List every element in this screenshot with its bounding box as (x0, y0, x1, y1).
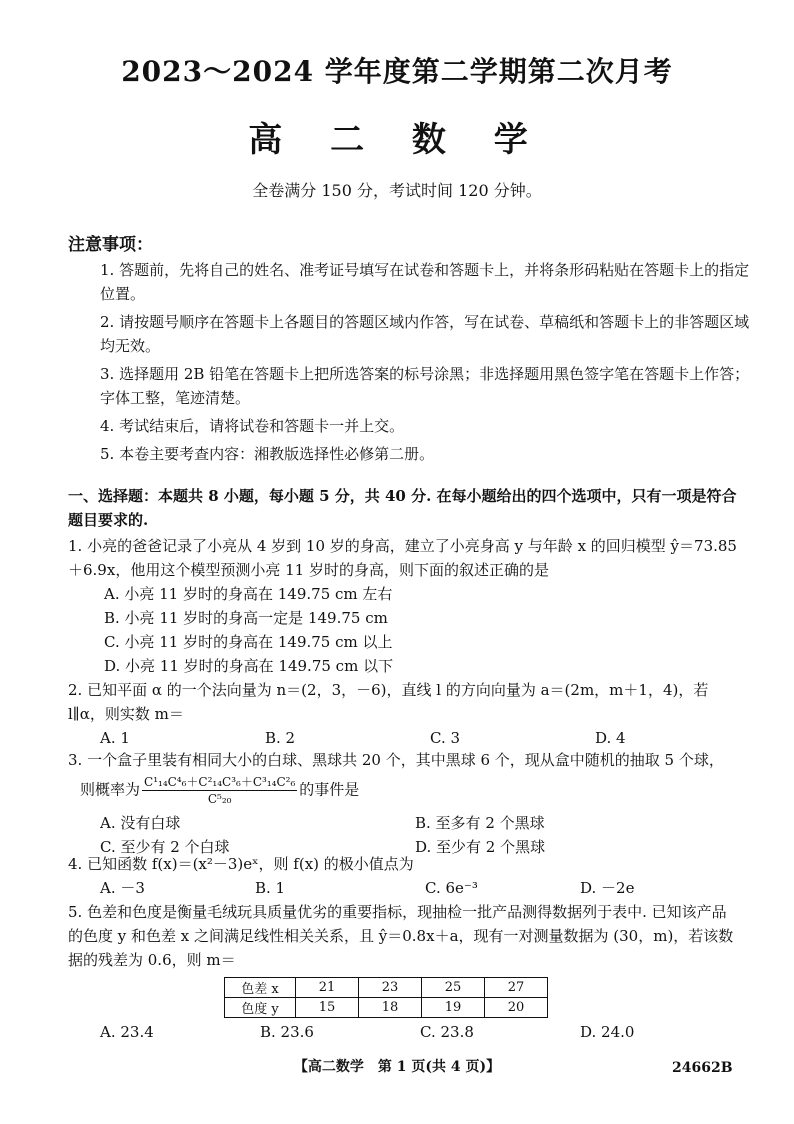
option-c: C. 6e⁻³ (425, 879, 478, 897)
option-c: C. 23.8 (420, 1023, 474, 1041)
table-cell: 18 (359, 998, 422, 1018)
table-header-cell: 色差 x (225, 978, 296, 998)
page-footer: 【高二数学 第 1 页(共 4 页)】 (293, 1059, 501, 1075)
question-stem: 2. 已知平面 α 的一个法向量为 n＝(2，3，－6)，直线 l 的方向向量为 a＝(2m，m＋1，4)，若 l∥α，则实数 m＝ (68, 681, 709, 723)
option-d: D. －2e (580, 879, 635, 897)
note-item: 3. 选择题用 2B 铅笔在答题卡上把所选答案的标号涂黑；非选择题用黑色签字笔在答题卡上作答；字体工整，笔迹清楚。 (100, 365, 750, 407)
table-cell: 20 (485, 998, 548, 1018)
question-1 (68, 534, 738, 678)
note-item: 4. 考试结束后，请将试卷和答题卡一并上交。 (100, 417, 405, 435)
table-cell: 27 (485, 978, 548, 998)
question-text: 则概率为 (80, 780, 141, 799)
question-5-options (68, 1020, 738, 1044)
option-d: D. 至少有 2 个黑球 (415, 838, 546, 856)
option-b: B. 2 (265, 729, 296, 747)
probability-fraction (142, 774, 297, 807)
note-item: 1. 答题前，先将自己的姓名、准考证号填写在试卷和答题卡上，并将条形码粘贴在答题卡上的指定位置。 (100, 261, 750, 303)
fraction-denominator: C⁵₂₀ (207, 792, 232, 806)
table-cell: 21 (296, 978, 359, 998)
question-stem: 4. 已知函数 f(x)＝(x²－3)eˣ，则 f(x) 的极小值点为 (68, 855, 414, 873)
question-4 (68, 852, 738, 900)
table-cell: 25 (422, 978, 485, 998)
exam-subtitle: 全卷满分 150 分，考试时间 120 分钟。 (252, 181, 542, 200)
section-heading: 一、选择题：本题共 8 小题，每小题 5 分，共 40 分. 在每小题给出的四个选项中，只有一项是符合题目要求的. (68, 487, 737, 529)
question-3 (68, 748, 738, 859)
data-table (224, 977, 548, 1018)
question-stem: 3. 一个盒子里装有相同大小的白球、黑球共 20 个，其中黑球 6 个，现从盒中随机的抽取 5 个球， (68, 751, 724, 769)
option-b: B. 23.6 (260, 1023, 314, 1041)
note-item: 5. 本卷主要考查内容：湘教版选择性必修第二册。 (100, 445, 435, 463)
table-row (225, 978, 548, 998)
option-c: C. 3 (430, 729, 461, 747)
question-text: 的事件是 (299, 780, 360, 799)
option-d: D. 24.0 (580, 1023, 635, 1041)
option-a: A. －3 (100, 879, 145, 897)
question-stem: 1. 小亮的爸爸记录了小亮从 4 岁到 10 岁的身高，建立了小亮身高 y 与年龄 x 的回归模型 ŷ＝73.85＋6.9x，他用这个模型预测小亮 11 岁时的身高，则下面的叙述正确的是 (68, 537, 737, 579)
table-header-cell: 色度 y (225, 998, 296, 1018)
option-a: A. 23.4 (100, 1023, 154, 1041)
option-d: D. 小亮 11 岁时的身高在 149.75 cm 以下 (104, 657, 394, 675)
option-a: A. 没有白球 (100, 814, 181, 832)
table-row (225, 998, 548, 1018)
fraction-numerator: C¹₁₄C⁴₆＋C²₁₄C³₆＋C³₁₄C²₆ (144, 775, 296, 789)
option-d: D. 4 (595, 729, 626, 747)
question-stem: 5. 色差和色度是衡量毛绒玩具质量优劣的重要指标，现抽检一批产品测得数据列于表中. 已知该产品的色度 y 和色差 x 之间满足线性相关关系，且 ŷ＝0.8x＋a，现有一对测量数据为 (30，m)，若该数据的残差为 0.6，则 m＝ (68, 903, 734, 969)
subject-title: 高 二 数 学 (248, 120, 546, 160)
option-a: A. 小亮 11 岁时的身高在 149.75 cm 左右 (104, 585, 393, 603)
option-a: A. 1 (100, 729, 130, 747)
table-cell: 15 (296, 998, 359, 1018)
option-b: B. 1 (255, 879, 286, 897)
option-c: C. 小亮 11 岁时的身高在 149.75 cm 以上 (104, 633, 393, 651)
notes-heading: 注意事项： (68, 235, 153, 255)
table-cell: 23 (359, 978, 422, 998)
exam-title: 2023～2024 学年度第二学期第二次月考 (121, 55, 673, 88)
notes-list (100, 258, 750, 470)
option-c: C. 至少有 2 个白球 (100, 838, 230, 856)
question-2 (68, 678, 738, 750)
exam-code: 24662B (672, 1060, 733, 1076)
option-b: B. 小亮 11 岁时的身高一定是 149.75 cm (104, 609, 388, 627)
note-item: 2. 请按题号顺序在答题卡上各题目的答题区域内作答，写在试卷、草稿纸和答题卡上的非答题区域均无效。 (100, 313, 750, 355)
table-cell: 19 (422, 998, 485, 1018)
question-5 (68, 900, 738, 972)
option-b: B. 至多有 2 个黑球 (415, 814, 545, 832)
